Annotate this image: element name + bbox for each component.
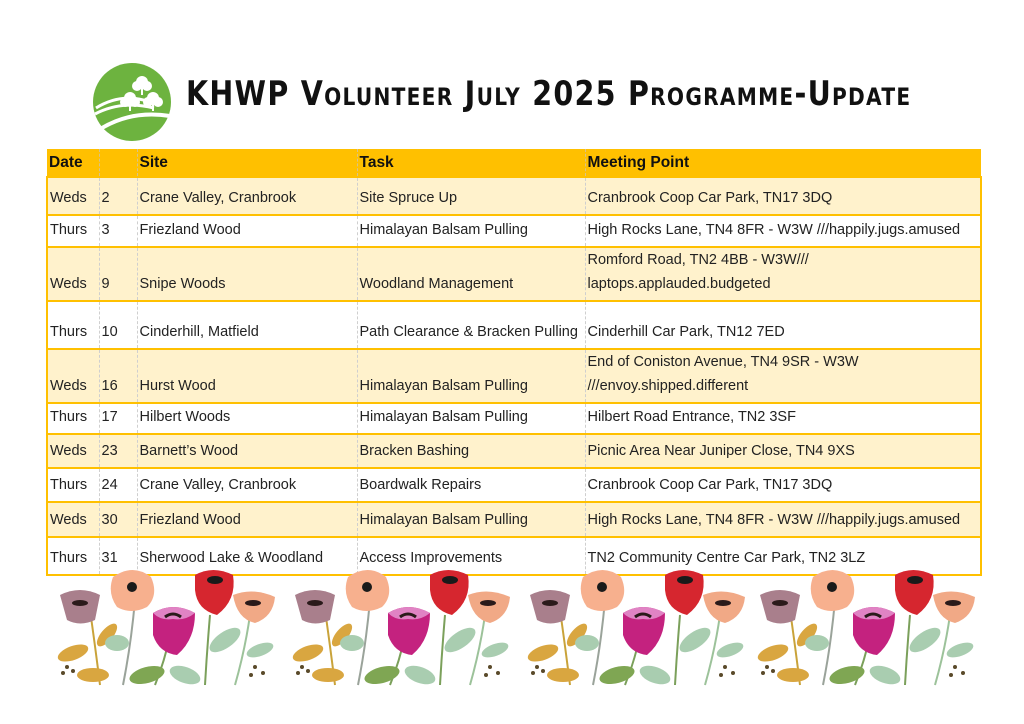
programme-table: [46, 149, 982, 576]
cell-date: 23: [99, 434, 137, 468]
cell-task: Himalayan Balsam Pulling: [357, 403, 585, 434]
cell-date: 16: [99, 349, 137, 403]
cell-meeting-point: Cinderhill Car Park, TN12 7ED: [585, 301, 981, 349]
cell-day: Weds: [47, 502, 99, 537]
cell-date: 17: [99, 403, 137, 434]
cell-day: Thurs: [47, 537, 99, 575]
cell-site: Barnett’s Wood: [137, 434, 357, 468]
cell-site: Hilbert Woods: [137, 403, 357, 434]
column-header-site: Site: [137, 149, 357, 177]
table-row: [47, 403, 981, 434]
table-row: [47, 177, 981, 215]
poppy-flowers-icon: [755, 565, 980, 687]
cell-meeting-point: Hilbert Road Entrance, TN2 3SF: [585, 403, 981, 434]
table-row: [47, 349, 981, 403]
cell-task: Himalayan Balsam Pulling: [357, 502, 585, 537]
cell-task: Path Clearance & Bracken Pulling: [357, 301, 585, 349]
cell-day: Thurs: [47, 301, 99, 349]
cell-day: Weds: [47, 177, 99, 215]
cell-task: Access Improvements: [357, 537, 585, 575]
cell-site: Friezland Wood: [137, 215, 357, 247]
column-header-date-number: [99, 149, 137, 177]
cell-date: 3: [99, 215, 137, 247]
cell-date: 10: [99, 301, 137, 349]
cell-site: Crane Valley, Cranbrook: [137, 177, 357, 215]
cell-task: Woodland Management: [357, 247, 585, 301]
cell-task: Bracken Bashing: [357, 434, 585, 468]
cell-site: Snipe Woods: [137, 247, 357, 301]
column-header-task: Task: [357, 149, 585, 177]
cell-meeting-point: High Rocks Lane, TN4 8FR - W3W ///happily.jugs.amused: [585, 215, 981, 247]
cell-site: Hurst Wood: [137, 349, 357, 403]
column-header-meeting-point: Meeting Point: [585, 149, 981, 177]
cell-meeting-point: Picnic Area Near Juniper Close, TN4 9XS: [585, 434, 981, 468]
cell-date: 9: [99, 247, 137, 301]
table-row: [47, 468, 981, 502]
cell-site: Friezland Wood: [137, 502, 357, 537]
cell-meeting-point: High Rocks Lane, TN4 8FR - W3W ///happily.jugs.amused: [585, 502, 981, 537]
khwp-logo-icon: [92, 62, 172, 142]
cell-date: 30: [99, 502, 137, 537]
cell-day: Thurs: [47, 215, 99, 247]
page-title: KHWP Volunteer July 2025 Programme-Update: [186, 74, 912, 114]
table-row: [47, 434, 981, 468]
cell-day: Weds: [47, 349, 99, 403]
cell-date: 31: [99, 537, 137, 575]
cell-day: Weds: [47, 434, 99, 468]
cell-meeting-point: TN2 Community Centre Car Park, TN2 3LZ: [585, 537, 981, 575]
cell-task: Boardwalk Repairs: [357, 468, 585, 502]
cell-meeting-point: Cranbrook Coop Car Park, TN17 3DQ: [585, 177, 981, 215]
cell-site: Sherwood Lake & Woodland: [137, 537, 357, 575]
cell-day: Thurs: [47, 403, 99, 434]
column-header-date: Date: [47, 149, 99, 177]
table-row: [47, 301, 981, 349]
poppy-flowers-icon: [525, 565, 750, 687]
table-header-row: [47, 149, 981, 177]
cell-task: Himalayan Balsam Pulling: [357, 349, 585, 403]
cell-day: Weds: [47, 247, 99, 301]
cell-meeting-point: Cranbrook Coop Car Park, TN17 3DQ: [585, 468, 981, 502]
cell-site: Crane Valley, Cranbrook: [137, 468, 357, 502]
cell-date: 24: [99, 468, 137, 502]
table-row: [47, 215, 981, 247]
cell-date: 2: [99, 177, 137, 215]
cell-meeting-point: End of Coniston Avenue, TN4 9SR - W3W ///envoy.shipped.different: [585, 349, 981, 403]
poppy-flowers-icon: [55, 565, 280, 687]
cell-day: Thurs: [47, 468, 99, 502]
cell-task: Himalayan Balsam Pulling: [357, 215, 585, 247]
cell-site: Cinderhill, Matfield: [137, 301, 357, 349]
cell-meeting-point: Romford Road, TN2 4BB - W3W/// laptops.applauded.budgeted: [585, 247, 981, 301]
flower-border: [55, 565, 985, 687]
table-row: [47, 247, 981, 301]
cell-task: Site Spruce Up: [357, 177, 585, 215]
table-row: [47, 502, 981, 537]
poppy-flowers-icon: [290, 565, 515, 687]
